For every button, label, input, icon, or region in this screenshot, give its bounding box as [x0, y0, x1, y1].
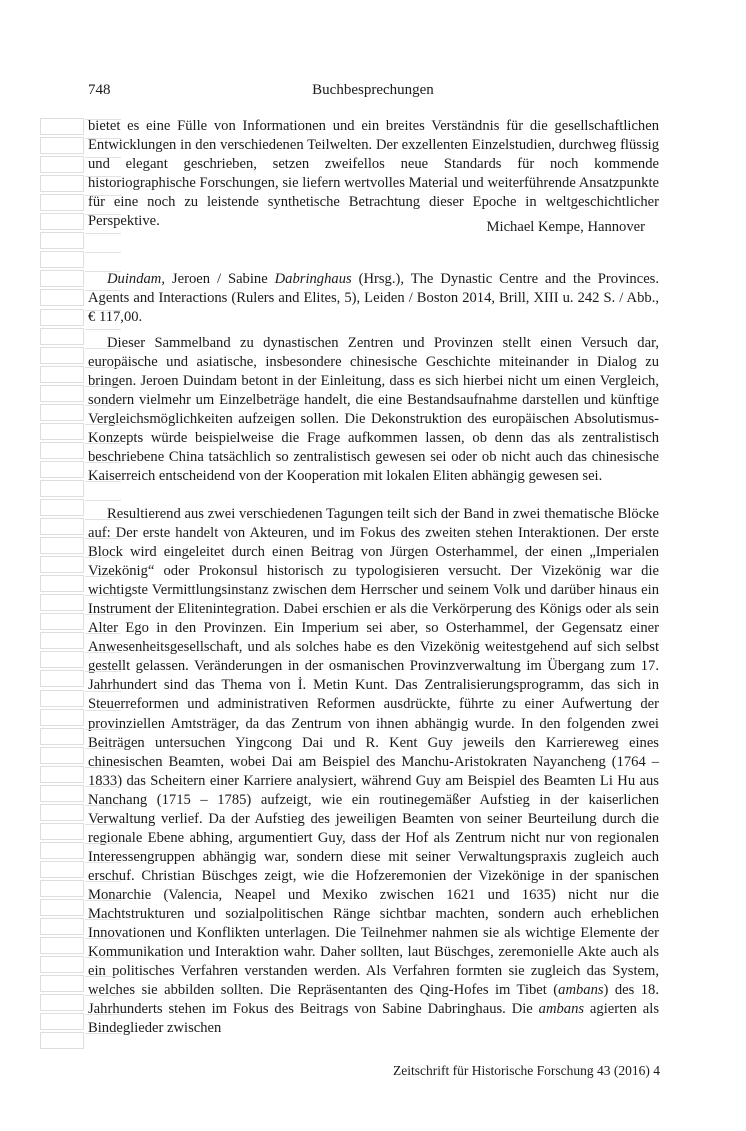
margin-mark: [40, 1032, 84, 1049]
margin-mark: [40, 899, 84, 916]
margin-mark: [40, 747, 84, 764]
margin-mark: [40, 137, 84, 154]
margin-mark: [40, 861, 84, 878]
term-ambans-2: ambans: [538, 1001, 585, 1018]
margin-mark: [40, 975, 84, 992]
margin-mark: [40, 842, 84, 859]
margin-mark: [40, 632, 84, 649]
margin-mark: [40, 213, 84, 230]
margin-mark: [40, 804, 84, 821]
margin-mark: [40, 728, 84, 745]
margin-mark: [40, 670, 84, 687]
margin-mark: [40, 442, 84, 459]
previous-review-paragraph: bietet es eine Fülle von Informationen und ein breites Verständnis für die gesellschaftlichen Entwicklungen in den verschiedenen Teilwelten. Der exzellenten Einzelstudien, durchweg flüssig und elegant geschrieben, setzen zweifellos neue Standards für noch kommende historiographische Forschungen, sie liefern wertvolles Material und weiterführende Ansatzpunkte für eine noch zu leistende synthetische Betrachtung dieser Epoche in weltgeschichtlicher Perspektive.: [88, 118, 659, 230]
paragraph-2-part-b: ) des 18. Jahrhunderts stehen im Fokus des Beitrags von Sabine Dabringhaus. Die: [88, 982, 659, 1018]
margin-mark: [40, 232, 84, 249]
margin-mark: [40, 918, 84, 935]
margin-mark: [40, 613, 84, 630]
page-number: 748: [88, 82, 111, 98]
margin-mark: [40, 518, 84, 535]
margin-mark: [40, 480, 84, 497]
margin-mark: [40, 328, 84, 345]
margin-mark: [40, 423, 84, 440]
reviewer-signature: Michael Kempe, Hannover: [486, 219, 645, 235]
margin-mark: [40, 766, 84, 783]
term-ambans-1: ambans: [558, 982, 604, 999]
review-paragraph-1-text: Dieser Sammelband zu dynastischen Zentren und Provinzen stellt einen Versuch dar, europäische und asiatische, insbesondere chinesische Geschichte miteinander in Dialog zu bringen. Jeroen Duindam betont in der Einleitung, dass es sich hierbei nicht um einen Vergleich, sondern vielmehr um Einzelbeträge handelt, die eine Bestandsaufnahme darstellen und künftige Vergleichsmöglichkeiten aufzeigen sollen. Die Dekonstruktion des europäischen Absolutismus-Konzepts würde beispielweise die Frage aufkommen lassen, ob denn das als zentralistisch beschriebene China tatsächlich so zentralistisch gewesen sei oder ob nicht auch das chinesische Kaiserreich entscheidend von der Kooperation mit lokalen Eliten abhängig gewesen sei.: [88, 335, 659, 485]
running-head: Buchbesprechungen: [312, 82, 434, 98]
margin-mark: [40, 880, 84, 897]
margin-mark: [40, 347, 84, 364]
margin-mark: [40, 594, 84, 611]
paragraph-2-part-c: agierten als Bindeglieder zwischen: [88, 1001, 659, 1037]
margin-mark: [40, 118, 84, 135]
margin-mark: [40, 461, 84, 478]
margin-mark: [40, 823, 84, 840]
review-paragraph-1: [88, 334, 659, 486]
margin-mark: [40, 194, 84, 211]
margin-mark: [40, 994, 84, 1011]
margin-mark: [40, 366, 84, 383]
page-header: [88, 82, 658, 104]
margin-mark: [40, 270, 84, 287]
margin-mark: [40, 175, 84, 192]
margin-mark: [40, 499, 84, 516]
previous-review-ending: [88, 117, 659, 231]
margin-mark: [40, 1013, 84, 1030]
editor-1-surname: Duindam: [107, 271, 162, 287]
review-paragraph-2: [88, 505, 659, 1038]
margin-mark: [40, 690, 84, 707]
margin-mark: [40, 156, 84, 173]
margin-mark: [40, 537, 84, 554]
citation-details: (Hrsg.), The Dynastic Centre and the Provinces. Agents and Interactions (Rulers and Elites, 5), Leiden / Boston 2014, Brill, XIII u. 242 S. / Abb., € 117,00.: [88, 271, 659, 326]
paragraph-2-part-a: Resultierend aus zwei verschiedenen Tagungen teilt sich der Band in zwei thematische Blöcke auf: Der erste handelt von Akteuren, und im Fokus des zweiten stehen Interaktionen. Der erste Block wird eingeleitet durch einen Beitrag von Jürgen Osterhammel, der einen „Imperialen Vizekönig“ oder Prokonsul historisch zu typologisieren versucht. Der Vizekönig war die wichtigste Vermittlungsinstanz zwischen dem Herrscher und seinem Volk und darüber hinaus ein Instrument der Elitenintegration. Dabei erschien er als die Verkörperung des Königs oder als sein Alter Ego in den Provinzen. Ein Imperium sei aber, so Osterhammel, der Gegensatz einer Anwesenheitsgesellschaft, und als solches habe es den Vizekönig weitestgehend auf sich selbst gestellt gelassen. Veränderungen in der osmanischen Provinzverwaltung im Übergang zum 17. Jahrhundert sind das Thema von İ. Metin Kunt. Das Zentralisierungsprogramm, das sich in Steuerreformen und administrativen Reformen ausdrückte, führte zu einer Aufwertung der provinziellen Amtsträger, da das Zentrum von ihnen abhängig wurde. In den folgenden zwei Beiträgen untersuchen Yingcong Dai und R. Kent Guy jeweils den Karriereweg eines chinesischen Beamten, wobei Dai am Beispiel des Manchu-Aristokraten Nayancheng (1764 – 1833) das Scheitern einer Karriere analysiert, während Guy am Beispiel des Beamten Li Hu aus Nanchang (1715 – 1785) aufzeigt, wie ein routinegemäßer Aufstieg in der kaiserlichen Verwaltung verlief. Da der Aufstieg des jeweiligen Beamten von seiner Beurteilung durch die regionale Ebene abhing, argumentiert Guy, dass der Hof als Zentrum nicht nur von regionalen Interessengruppen abhängig war, sondern diese mit seiner Verwaltungspraxis zugleich auch erschuf. Christian Büschges zeigt, wie die Hofzeremonien der Vizekönige in der spanischen Monarchie (Valencia, Neapel und Mexiko zwischen 1621 und 1635) nicht nur die Machtstrukturen und sozialpolitischen Ränge sichtbar machten, sondern auch erheblichen Innovationen und Konflikten unterlagen. Die Teilnehmer nahmen sie als wichtige Elemente der Kommunikation und Interaktion wahr. Daher sollten, laut Büschges, zeremonielle Akte auch als ein politisches Verfahren verstanden werden. Als Verfahren formten sie zugleich das System, welches sie abbilden sollten. Die Repräsentanten des Qing-Hofes im Tibet (: [88, 506, 659, 999]
margin-mark: [40, 251, 84, 268]
citation-paragraph: [88, 270, 659, 327]
editor-2-surname: Dabringhaus: [274, 271, 352, 287]
margin-mark: [40, 309, 84, 326]
review-paragraph-2-text: [88, 505, 659, 1038]
journal-footer: Zeitschrift für Historische Forschung 43 (2016) 4: [393, 1063, 660, 1078]
margin-mark: [40, 956, 84, 973]
margin-mark: [40, 289, 84, 306]
margin-mark: [40, 937, 84, 954]
editor-1-given: , Jeroen / Sabine: [161, 271, 275, 287]
margin-mark: [40, 575, 84, 592]
margin-mark: [40, 785, 84, 802]
margin-mark: [40, 404, 84, 421]
margin-mark: [40, 709, 84, 726]
margin-mark: [40, 651, 84, 668]
margin-mark: [40, 556, 84, 573]
book-citation: [88, 270, 659, 327]
margin-mark: [40, 385, 84, 402]
